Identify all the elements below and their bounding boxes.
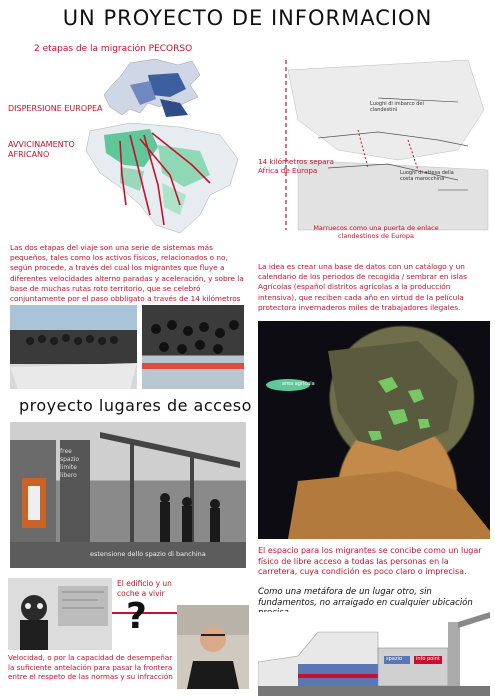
migrants-boat-photo-2 xyxy=(142,305,244,389)
question-mark: ? xyxy=(126,596,147,637)
edificio-text: El edificio y un coche a vivir xyxy=(117,579,172,598)
migrants-boat-photo-1 xyxy=(10,305,137,389)
label-avvicinamento: AVVICINAMENTO AFRICANO xyxy=(8,140,75,159)
europe-africa-map xyxy=(60,55,250,240)
section-diagram xyxy=(258,612,490,696)
label-attesa: Luoghi di attesa della costa marocchina xyxy=(400,170,454,182)
edificio-photo xyxy=(8,578,112,650)
paragraph-two-stages: Las dos etapas del viaje son una serie de sistemas más pequeños, tales como los activos físicos, relacionados o no, según procede, a través del cual los migrantes que fluye a diferentes velocidades alterno paradas y aceleración, y sobre la base de muchas rutas roto territorio, que se celebró conjuntamente por el paso obbligato a través de 14 kilómetros xyxy=(10,243,244,304)
label-imbarco: Luoghi di imbarco dei clandestini xyxy=(370,101,424,113)
satellite-label: area agricola xyxy=(282,381,315,387)
section-title-lugares: proyecto lugares de acceso xyxy=(19,396,252,415)
label-km: 14 kilómetros separa África de Europa xyxy=(258,157,334,175)
strait-map xyxy=(258,40,490,235)
label-dispersione: DISPERSIONE EUROPEA xyxy=(8,104,103,113)
port-sign-text: free spazio limite libero xyxy=(60,448,80,479)
diagram-label-2: info point xyxy=(416,656,440,662)
paragraph-velocidad: Velocidad, o por la capacidad de desempeñar la suficiente antelación para pasar la frontera entre el respeto de las normas y su infracción xyxy=(8,653,173,681)
paragraph-espacio: El espacio para los migrantes se concibe como un lugar físico de libre acceso a todas las personas en la carretera, cuya condición es poco claro o imprecisa. xyxy=(258,546,482,576)
map-left-title: 2 etapas de la migración PECORSO xyxy=(34,44,193,54)
paragraph-database: La idea es crear una base de datos con un catálogo y un calendario de los periodos de recogida / sembrar en islas Agrícolas (español distritos agrícolas a la producción intensiva), que reciben cada año en virtud de la película protectora invernaderos miles de trabajadores ilegales. xyxy=(258,262,467,312)
diagram-label-1: spazio xyxy=(386,656,402,662)
page-title: UN PROYECTO DE INFORMACION xyxy=(62,6,433,30)
paragraph-metafora: Como una metáfora de un lugar otro, sin fundamentos, no arraigado en cualquier ubicación xyxy=(258,587,473,608)
satellite-map xyxy=(258,321,490,539)
map-right-caption: Marruecos como una puerta de enlace clandestinos de Europa xyxy=(313,224,439,240)
person-photo xyxy=(177,605,249,689)
port-photo-caption: estensione dello spazio di banchina xyxy=(90,550,206,558)
port-photo xyxy=(10,422,246,568)
